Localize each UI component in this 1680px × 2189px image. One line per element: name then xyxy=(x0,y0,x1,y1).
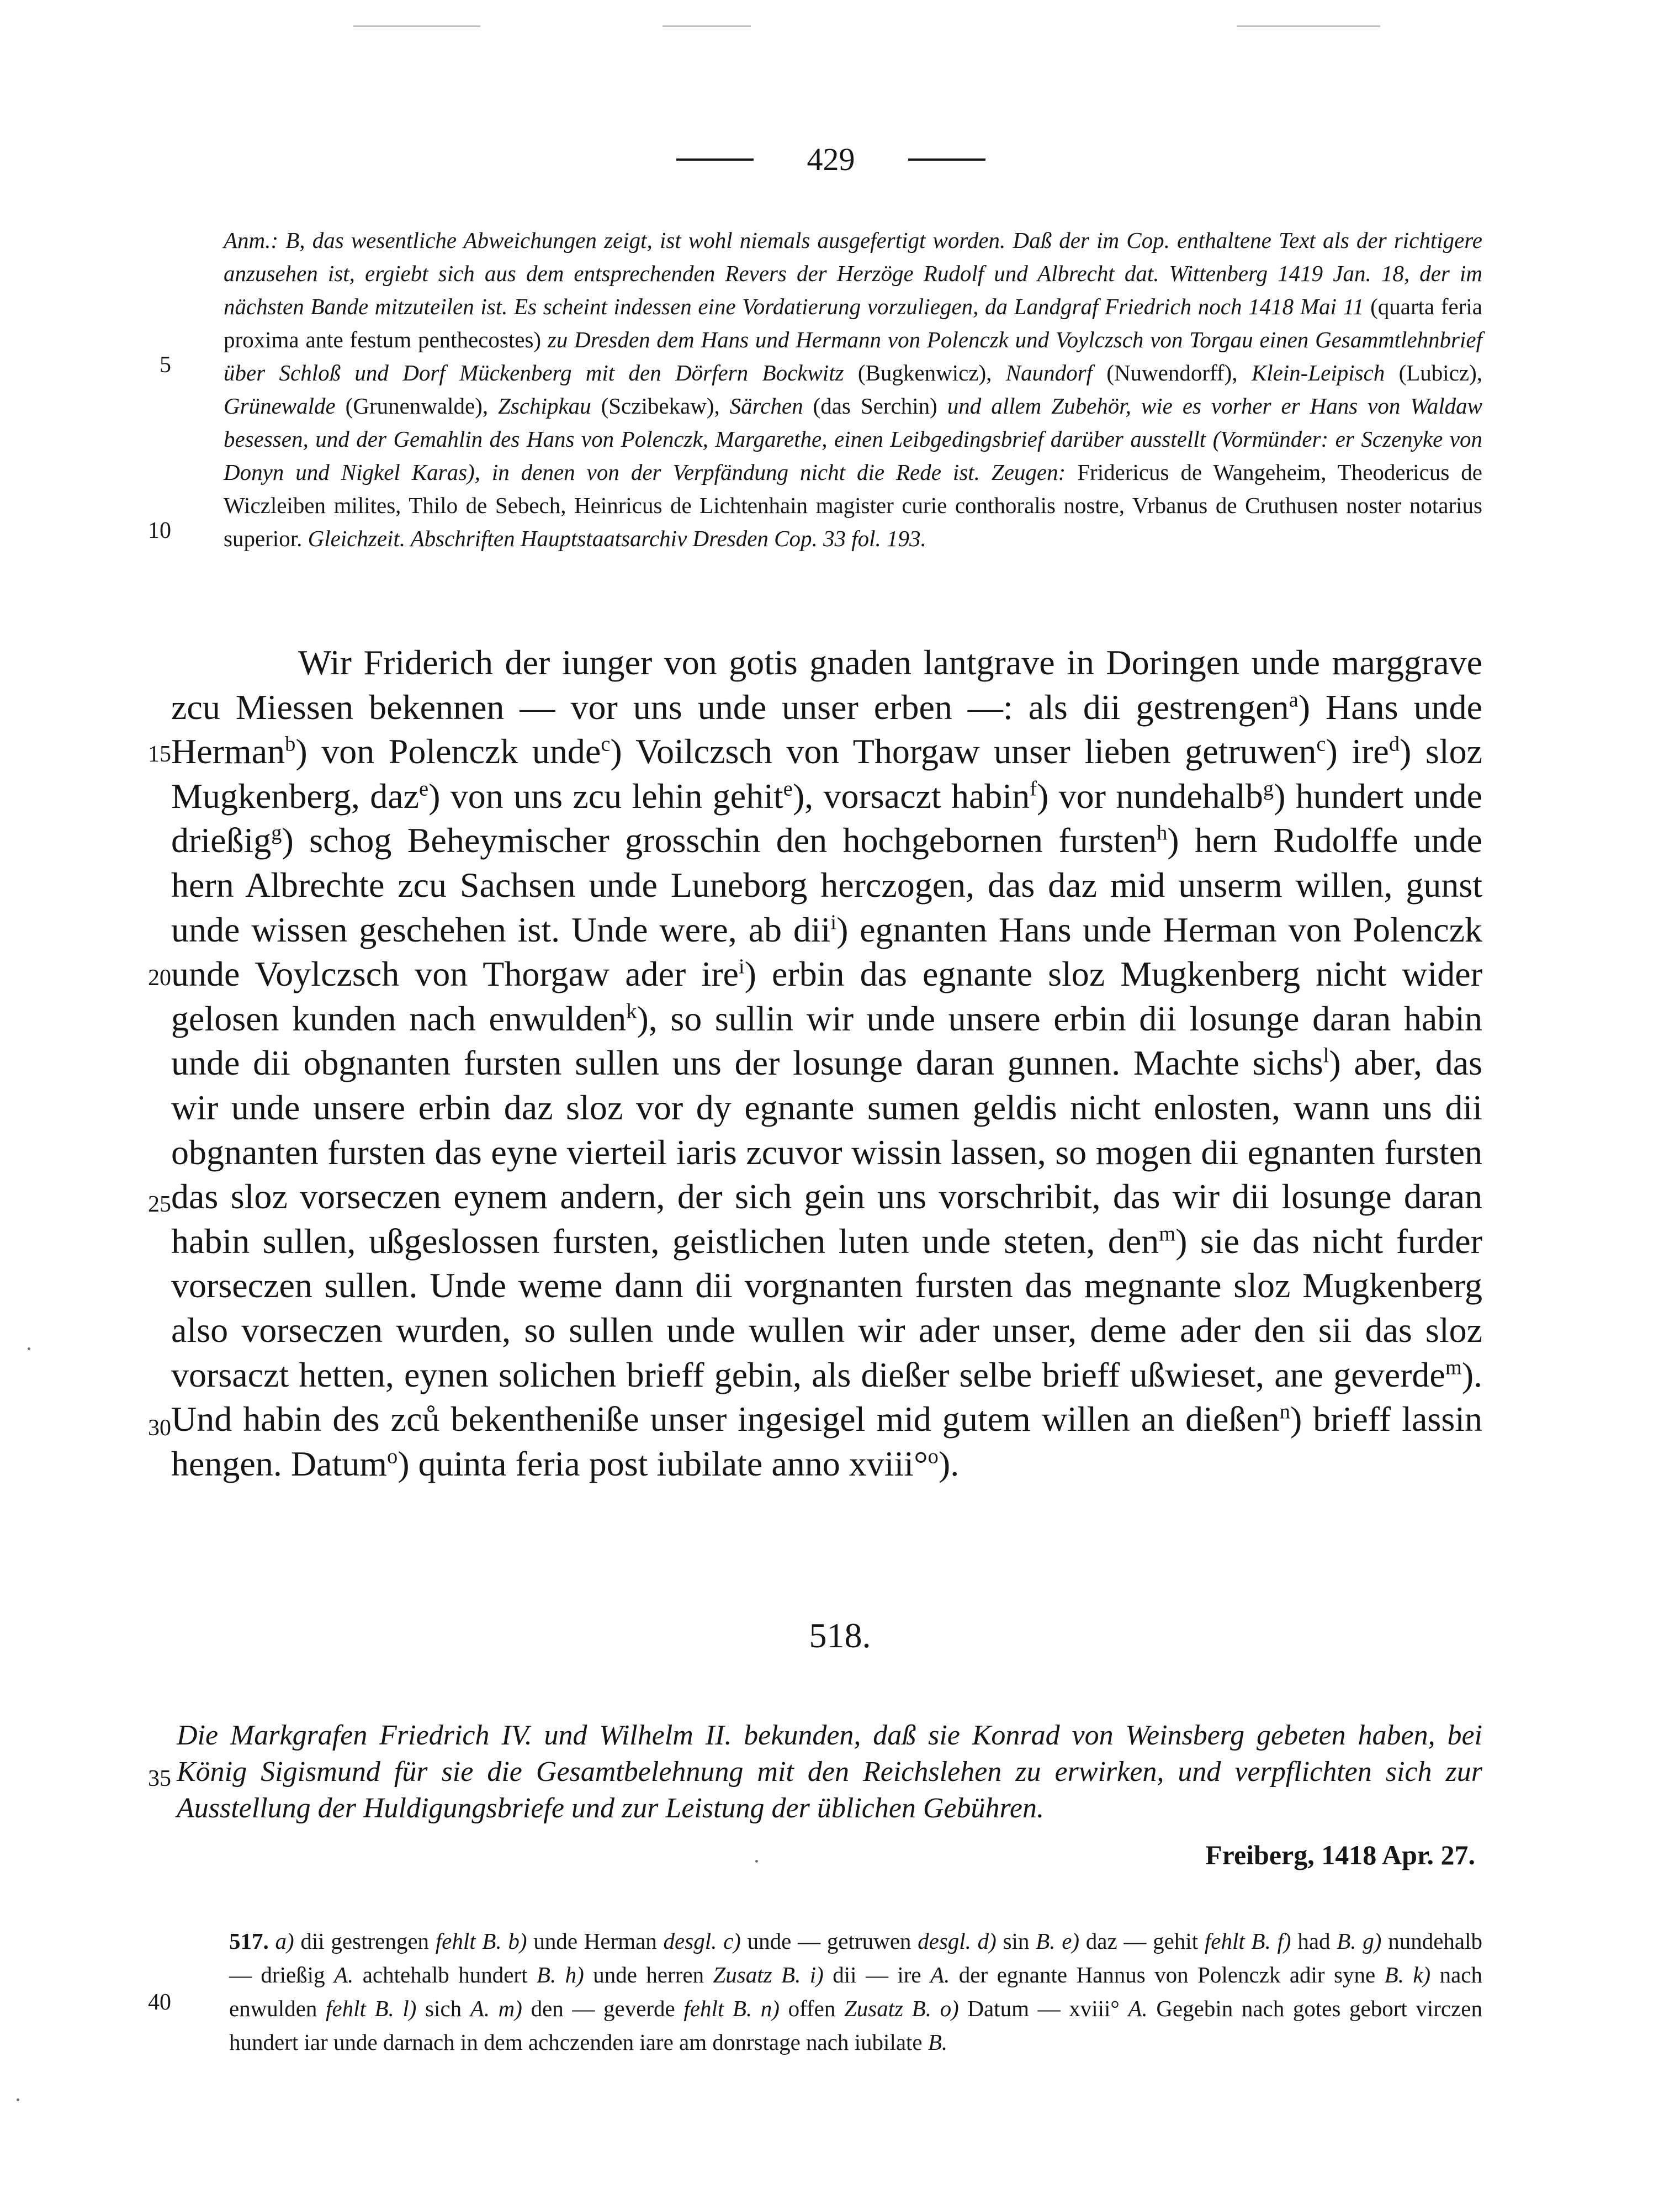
footnote-segment: unde — getruwen xyxy=(747,1928,918,1954)
footnote-mark: g xyxy=(271,822,282,845)
footnote-mark: i xyxy=(738,955,745,979)
page-number: 429 xyxy=(807,141,855,177)
line-number-10: 10 xyxy=(148,518,171,543)
footnote-segment: fehlt B. l) xyxy=(326,1996,426,2021)
footnote-segment: sich xyxy=(425,1996,470,2021)
text-run: ) Voilczsch von Thorgaw unser lieben getruwen xyxy=(610,732,1317,771)
footnote-segment: Zusatz B. o) xyxy=(844,1996,968,2021)
text-run: ) hundert unde drießig xyxy=(171,776,1483,860)
line-number-35: 35 xyxy=(148,1766,171,1791)
text-run: ) von uns zcu lehin gehit xyxy=(428,776,783,816)
annotation-segment: Anm.: B, das wesentliche Abweichungen zeigt, ist wohl niemals ausgefertigt worden. Daß der im Cop. enthaltene Text als der richtigere anzusehen ist, ergiebt sich aus dem entsprechenden Revers der Herzöge Rudolf und Albrecht dat. Wittenberg 1419 Jan. 18, der im nächsten Bande mitzuteilen ist. Es scheint indessen eine Vordatierung vorzuliegen, da Landgraf Friedrich noch 1418 Mai 11 xyxy=(224,228,1482,319)
text-run: ) brieff lassin hengen. Datum xyxy=(171,1399,1483,1483)
footnote-mark: g xyxy=(1263,777,1274,801)
annotation-paragraph xyxy=(224,224,1482,555)
footnote-mark: e xyxy=(783,777,793,801)
annotation-segment: Gleichzeit. Abschriften Hauptstaatsarchiv Dresden Cop. 33 fol. 193. xyxy=(308,526,926,551)
annotation-segment: Särchen xyxy=(729,393,803,419)
footnote-segment: daz — gehit xyxy=(1085,1928,1205,1954)
footnote-segment: Gegebin nach gotes gebort virczen hundert iar unde darnach in dem achczenden iare am donrstage nach iubilate xyxy=(229,1996,1483,2055)
footnote-mark: m xyxy=(1159,1222,1176,1246)
annotation-segment: Fridericus de Wangeheim, Theodericus de Wiczleiben milites, Thilo de Sebech, Heinricus de Lichtenhain magister curie conthoralis nostre, Vrbanus de Cruthusen noster notarius superior. xyxy=(224,459,1482,551)
regest: Die Markgrafen Friedrich IV. und Wilhelm II. bekunden, daß sie Konrad von Weinsberg gebeten haben, bei König Sigismund für sie die Gesamtbelehnung mit den Reichslehen zu erwirken, und verpflichten sich zur Ausstellung der Huldigungsbriefe und zur Leistung der üblichen Gebühren. xyxy=(177,1720,1482,1824)
scan-speck xyxy=(17,2098,19,2101)
text-run: ). xyxy=(938,1444,960,1483)
footnote-segment: fehlt B. b) xyxy=(435,1928,534,1954)
line-number-25: 25 xyxy=(148,1192,171,1217)
charter-text xyxy=(171,641,1482,1486)
footnote-segment: fehlt B. n) xyxy=(683,1996,788,2021)
annotation-segment: (Sczibekaw), xyxy=(591,393,730,419)
text-run: ) vor nundehalb xyxy=(1037,776,1263,816)
footnote-segment: nach enwulden xyxy=(229,1962,1483,2021)
footnote-mark: h xyxy=(1157,822,1168,845)
text-run: ) quinta feria post iubilate anno xviii° xyxy=(398,1444,928,1483)
footnote-segment: Zusatz B. i) xyxy=(713,1962,833,1987)
footnote-segment: B. k) xyxy=(1384,1962,1440,1987)
footnote-segment: den — geverde xyxy=(531,1996,684,2021)
text-run: ). Und habin des zců bekentheniße unser ingesigel mid gutem willen an dießen xyxy=(171,1355,1482,1439)
scan-mark xyxy=(1237,25,1380,27)
annotation-segment: (Lubicz), xyxy=(1385,360,1482,385)
footnote-segment: had xyxy=(1297,1928,1337,1954)
footnote-segment: a) xyxy=(275,1928,301,1954)
text-run: ) sloz Mugkenberg, daz xyxy=(171,732,1482,816)
footnote-segment: A. xyxy=(334,1962,363,1987)
text-run: ) egnanten Hans unde Herman von Polenczk unde Voylczsch von Thorgaw ader ire xyxy=(171,910,1483,994)
text-run: ) aber, das wir unde unsere erbin daz sloz vor dy egnante sumen geldis nicht enlosten, wann uns dii obgnanten fursten das eyne vierteil iaris zcuvor wissin lassen, so mogen dii egnanten fursten das sloz vorseczen eynem andern, der sich gein uns vorschribit, das wir dii losunge daran habin sullen, ußgeslossen fursten, geistlichen luten unde steten, den xyxy=(171,1043,1483,1261)
footnote-segment: unde Herman xyxy=(533,1928,664,1954)
footnote-segment: A. m) xyxy=(470,1996,531,2021)
footnote-segment: B. g) xyxy=(1337,1928,1388,1954)
footnote-mark: e xyxy=(419,777,429,801)
footnote-segment: desgl. d) xyxy=(918,1928,1003,1954)
annotation-text xyxy=(224,224,1482,555)
place-date: Freiberg, 1418 Apr. 27. xyxy=(1205,1839,1475,1870)
footnote-segment: achtehalb hundert xyxy=(362,1962,537,1987)
text-run: ) Hans unde Herman xyxy=(171,687,1482,771)
footnote-mark: l xyxy=(1323,1044,1329,1068)
line-number-20: 20 xyxy=(148,965,171,991)
line-number-15: 15 xyxy=(148,742,171,767)
annotation-segment: (Nuwendorff), xyxy=(1092,360,1252,385)
footnote-segment: dii — ire xyxy=(833,1962,931,1987)
footnote-segment: B. h) xyxy=(536,1962,593,1987)
annotation-segment: zu Dresden dem Hans und Hermann von Polenczk und Voylczsch von Torgau einen Gesammtlehnbrief über Schloß und Dorf Mückenberg mit den Dörfern Bockwitz xyxy=(224,327,1482,385)
text-run: ) schog Beheymischer grosschin den hochgebornen fursten xyxy=(282,821,1157,860)
footnote-mark: n xyxy=(1279,1400,1290,1424)
footnote-segment: B. e) xyxy=(1036,1928,1086,1954)
footnote-mark: f xyxy=(1030,777,1037,801)
text-run: Wir Friderich der iunger von gotis gnaden lantgrave in Doringen unde marggrave zcu Miessen bekennen — vor uns unde unser erben —: als dii gestrengen xyxy=(171,643,1482,727)
footnote-segment: A. xyxy=(930,1962,959,1987)
footnote-segment: Datum — xviii° xyxy=(967,1996,1128,2021)
footnote-segment: fehlt B. f) xyxy=(1204,1928,1298,1954)
page-header xyxy=(676,141,985,178)
text-run: ), vorsaczt habin xyxy=(792,776,1030,816)
footnote-segment: B. xyxy=(928,2029,948,2055)
footnote-mark: c xyxy=(1316,732,1326,756)
footnote-segment: dii gestrengen xyxy=(300,1928,436,1954)
text-run: ) von Polenczk unde xyxy=(295,732,601,771)
footnote-segment: offen xyxy=(788,1996,844,2021)
text-run: ) sie das nicht furder vorseczen sullen. Unde weme dann dii vorgnanten fursten das megnante sloz Mugkenberg also vorseczen wurden, so sullen unde wullen wir ader unser, deme ader den sii das sloz vorsaczt hetten, eynen solichen brieff gebin, als dießer selbe brieff ußwieset, ane geverde xyxy=(171,1221,1483,1394)
header-rule-left xyxy=(676,158,754,161)
footnote-mark: o xyxy=(387,1445,398,1468)
footnote-mark: i xyxy=(830,911,837,934)
footnote-mark: b xyxy=(285,732,296,756)
footnote-segment: der egnante Hannus von Polenczk adir syne xyxy=(958,1962,1385,1987)
annotation-segment: Grünewalde xyxy=(224,393,336,419)
document-number: 518. xyxy=(809,1616,871,1655)
text-run: ), so sullin wir unde unsere erbin dii losunge daran habin unde dii obgnanten fursten sullen uns der losunge daran gunnen. Machte sichs xyxy=(171,998,1483,1083)
scan-speck xyxy=(28,1347,30,1350)
footnotes xyxy=(229,1924,1482,2059)
scan-mark xyxy=(663,25,751,27)
footnote-mark: c xyxy=(601,732,611,756)
footnote-mark: k xyxy=(626,1000,637,1023)
annotation-segment: Klein-Leipisch xyxy=(1251,360,1385,385)
scan-mark xyxy=(353,25,480,27)
footnote-reference: 517. xyxy=(229,1928,275,1954)
line-number-5: 5 xyxy=(160,352,171,378)
annotation-segment: Zschipkau xyxy=(498,393,591,419)
line-number-30: 30 xyxy=(148,1415,171,1441)
footnote-segment: nundehalb — drießig xyxy=(229,1928,1482,1987)
footnote-segment: sin xyxy=(1003,1928,1036,1954)
annotation-segment: (quarta feria proxima ante festum penthecostes) xyxy=(224,294,1482,352)
annotation-segment: (das Serchin) xyxy=(803,393,947,419)
footnote-segment: unde herren xyxy=(593,1962,713,1987)
text-run: ) hern Rudolffe unde hern Albrechte zcu Sachsen unde Luneborg herczogen, das daz mid unserm willen, gunst unde wissen geschehen ist. Unde were, ab dii xyxy=(171,821,1483,949)
footnote-segment: A. xyxy=(1128,1996,1157,2021)
annotation-segment: Naundorf xyxy=(1005,360,1093,385)
footnote-mark: o xyxy=(928,1445,939,1468)
annotation-segment: (Grunenwalde), xyxy=(335,393,499,419)
footnote-segment: desgl. c) xyxy=(663,1928,748,1954)
annotation-segment: und allem Zubehör, wie es vorher er Hans von Waldaw besessen, und der Gemahlin des Hans von Polenczk, Margarethe, einen Leibgedingsbrief darüber ausstellt (Vormünder: er Sczenyke von Donyn und Nigkel Karas), in denen von der Verpfändung nicht die Rede ist. Zeugen: xyxy=(224,393,1482,485)
footnote-mark: a xyxy=(1289,688,1299,712)
header-rule-right xyxy=(908,158,985,161)
line-number-40: 40 xyxy=(148,1990,171,2015)
footnote-mark: d xyxy=(1388,732,1400,756)
footnote-mark: m xyxy=(1445,1356,1462,1379)
text-run: ) ire xyxy=(1326,732,1389,771)
text-run: ) erbin das egnante sloz Mugkenberg nicht wider gelosen kunden nach enwulden xyxy=(171,954,1483,1038)
scan-speck xyxy=(755,1860,758,1863)
annotation-segment: (Bugkenwicz), xyxy=(844,360,1006,385)
